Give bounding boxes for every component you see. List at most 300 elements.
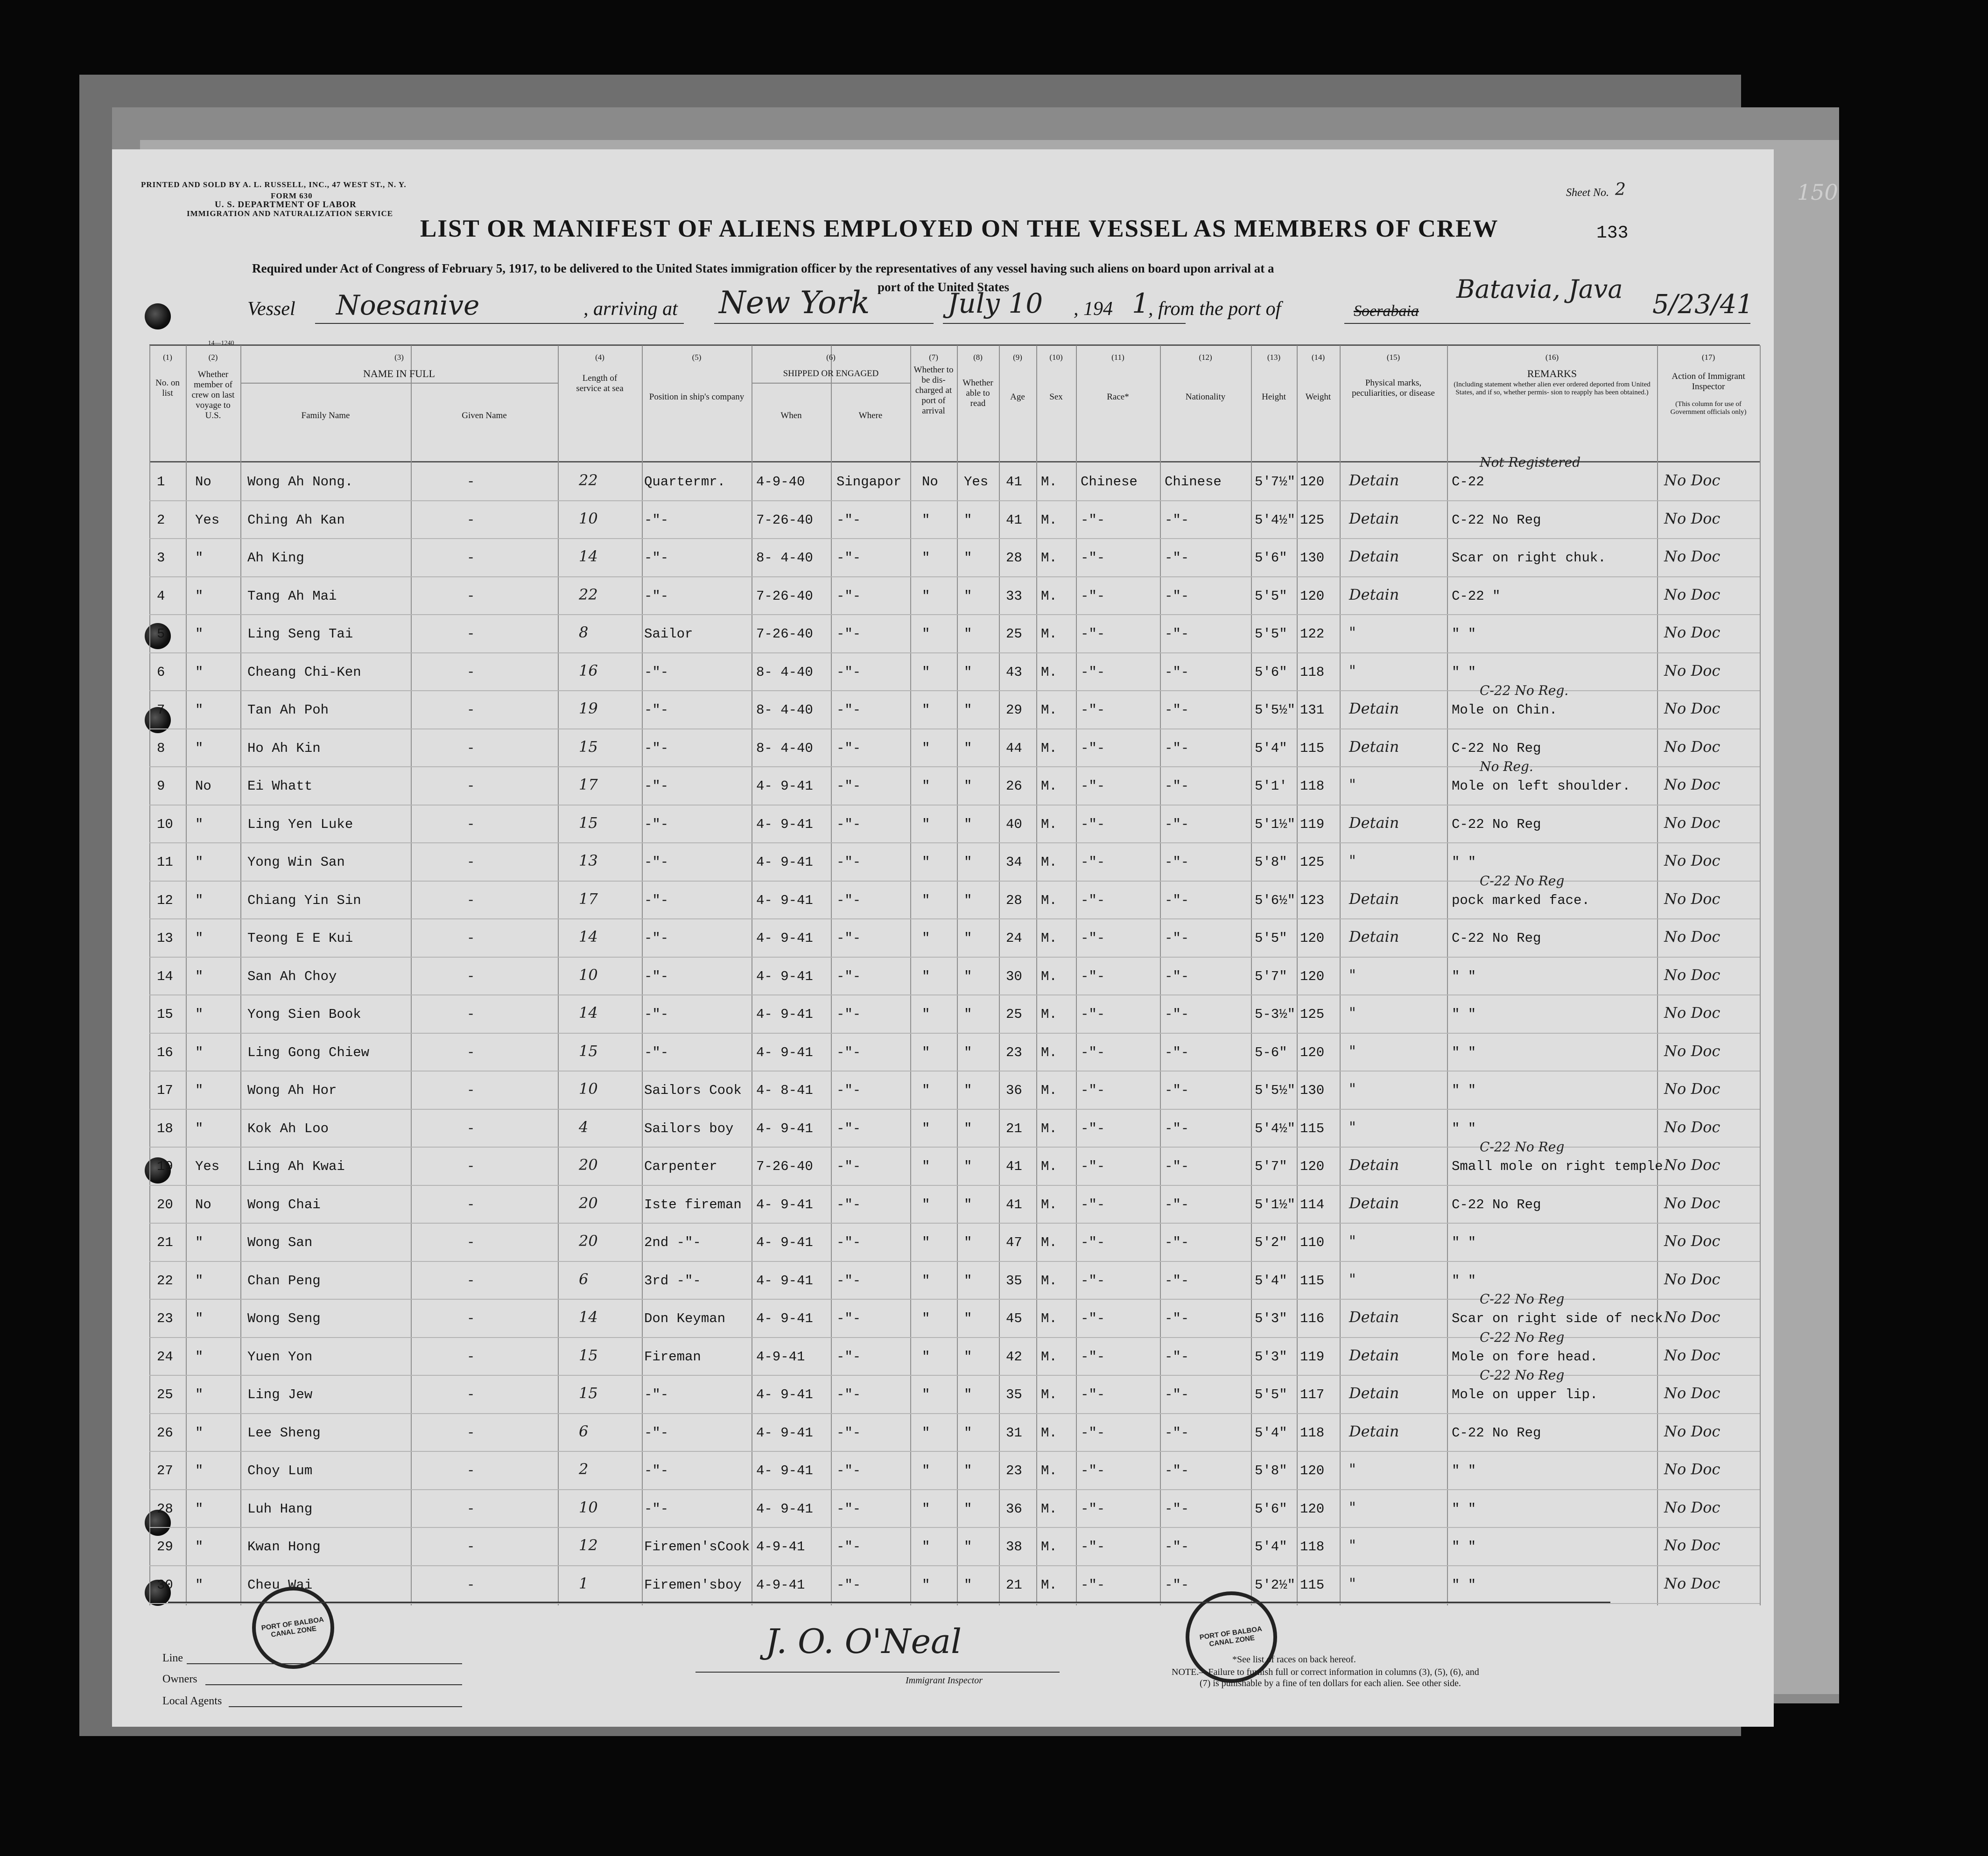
age: 45 <box>1006 1311 1022 1326</box>
nationality: -"- <box>1165 1387 1189 1402</box>
length-of-service: 10 <box>579 966 598 984</box>
table-row <box>112 873 1774 919</box>
inspector-action: No Doc <box>1664 623 1721 641</box>
position: Sailors boy <box>644 1121 734 1136</box>
nationality: -"- <box>1165 702 1189 718</box>
column-number: (7) <box>929 353 938 362</box>
shipped-when: 4- 9-41 <box>756 1044 813 1060</box>
race: -"- <box>1081 512 1105 528</box>
given-name: - <box>467 1121 475 1136</box>
sex: M. <box>1041 512 1057 528</box>
discharged: " <box>922 702 930 718</box>
able-to-read: " <box>964 702 972 718</box>
nationality: -"- <box>1165 1425 1189 1441</box>
given-name: - <box>467 1501 475 1517</box>
physical-marks: Detain <box>1349 1346 1399 1364</box>
owners-label: Owners <box>162 1673 197 1685</box>
table-row <box>112 538 1774 576</box>
race: -"- <box>1081 1044 1105 1060</box>
physical-marks: Detain <box>1349 889 1399 908</box>
race: -"- <box>1081 1349 1105 1365</box>
inspector-action: No Doc <box>1664 471 1721 489</box>
shipped-when: 7-26-40 <box>756 1159 813 1174</box>
able-to-read: " <box>964 588 972 604</box>
service: IMMIGRATION AND NATURALIZATION SERVICE <box>187 209 393 218</box>
inspector-action: No Doc <box>1664 1574 1721 1592</box>
age: 42 <box>1006 1349 1022 1365</box>
height: 5'7" <box>1255 1159 1287 1174</box>
year-suffix: 1 <box>1132 287 1149 319</box>
inspector-action: No Doc <box>1664 1156 1721 1174</box>
previous-voyage: " <box>195 854 204 870</box>
height: 5'1½" <box>1255 816 1296 832</box>
inspector-action: No Doc <box>1664 1384 1721 1402</box>
shipped-when: 4- 8-41 <box>756 1083 813 1098</box>
height: 5'5" <box>1255 1387 1287 1402</box>
table-row <box>112 1223 1774 1261</box>
page-number: 133 <box>1596 223 1629 243</box>
race: -"- <box>1081 968 1105 984</box>
weight: 118 <box>1300 1425 1325 1441</box>
table-row <box>112 455 1774 500</box>
length-of-service: 17 <box>579 889 598 908</box>
able-to-read: " <box>964 892 972 908</box>
arrival-port: New York <box>719 285 870 321</box>
shipped-when: 7-26-40 <box>756 626 813 642</box>
sex: M. <box>1041 968 1057 984</box>
shipped-where: -"- <box>836 1121 861 1136</box>
nationality: -"- <box>1165 968 1189 984</box>
stamp-text: PORT OF BALBOA CANAL ZONE <box>1199 1625 1263 1648</box>
race: -"- <box>1081 931 1105 946</box>
position: Firemen'sboy <box>644 1577 742 1593</box>
races-note: *See list of races on back hereof. <box>1232 1654 1356 1665</box>
able-to-read: " <box>964 664 972 680</box>
sex: M. <box>1041 1273 1057 1289</box>
departure-port: Batavia, Java <box>1456 274 1623 304</box>
row-number: 30 <box>157 1577 173 1593</box>
given-name: - <box>467 968 475 984</box>
previous-voyage: " <box>195 626 204 642</box>
discharged: " <box>922 816 930 832</box>
age: 41 <box>1006 512 1022 528</box>
inspector-action: No Doc <box>1664 1346 1721 1364</box>
shipped-where: -"- <box>836 854 861 870</box>
row-number: 4 <box>157 588 165 604</box>
column-header-no: No. on list <box>155 378 180 398</box>
physical-marks: " <box>1349 1080 1356 1098</box>
weight: 122 <box>1300 626 1325 642</box>
column-number: (3) <box>394 353 404 362</box>
column-number: (16) <box>1545 353 1559 362</box>
shipped-when: 4-9-41 <box>756 1349 805 1365</box>
shipped-when: 4- 9-41 <box>756 1197 813 1212</box>
column-header-discharged: Whether to be dis- charged at port of arrival <box>913 365 954 416</box>
shipped-where: -"- <box>836 1349 861 1365</box>
family-name: Ling Gong Chiew <box>247 1044 370 1060</box>
race: -"- <box>1081 626 1105 642</box>
shipped-when: 4- 9-41 <box>756 1235 813 1250</box>
length-of-service: 20 <box>579 1194 598 1212</box>
column-header-remarks: REMARKS <box>1527 368 1577 379</box>
outside-page-number: 150 <box>1797 180 1838 205</box>
inspector-action: No Doc <box>1664 852 1721 869</box>
sex: M. <box>1041 702 1057 718</box>
physical-marks: Detain <box>1349 737 1399 756</box>
length-of-service: 13 <box>579 852 598 869</box>
shipped-where: -"- <box>836 1311 861 1326</box>
table-row <box>112 500 1774 539</box>
family-name: Wong San <box>247 1235 313 1250</box>
family-name: Ching Ah Kan <box>247 512 345 528</box>
nationality: -"- <box>1165 1539 1189 1555</box>
row-number: 20 <box>157 1197 173 1212</box>
discharged: " <box>922 778 930 794</box>
sex: M. <box>1041 1349 1057 1365</box>
nationality: -"- <box>1165 1121 1189 1136</box>
given-name: - <box>467 1235 475 1250</box>
physical-marks: " <box>1349 1042 1356 1060</box>
family-name: Wong Seng <box>247 1311 321 1326</box>
column-number: (1) <box>163 353 172 362</box>
row-number: 25 <box>157 1387 173 1402</box>
race: -"- <box>1081 1235 1105 1250</box>
height: 5'6" <box>1255 664 1287 680</box>
previous-voyage: " <box>195 1463 204 1478</box>
previous-voyage: " <box>195 1007 204 1022</box>
sex: M. <box>1041 1577 1057 1593</box>
age: 31 <box>1006 1425 1022 1441</box>
remarks: " " <box>1452 854 1476 870</box>
underline <box>1344 323 1638 324</box>
family-name: Ling Seng Tai <box>247 626 353 642</box>
column-number: (15) <box>1386 353 1400 362</box>
height: 5'3" <box>1255 1349 1287 1365</box>
position: -"- <box>644 1007 669 1022</box>
given-name: - <box>467 1349 475 1365</box>
shipped-where: -"- <box>836 1425 861 1441</box>
position: Carpenter <box>644 1159 717 1174</box>
remarks: C-22 No Reg <box>1452 1197 1541 1212</box>
inspector-action: No Doc <box>1664 1118 1721 1136</box>
discharged: " <box>922 740 930 756</box>
column-header-shipped: SHIPPED OR ENGAGED <box>783 369 879 378</box>
weight: 125 <box>1300 854 1325 870</box>
table-row <box>112 683 1774 728</box>
previous-voyage: " <box>195 1083 204 1098</box>
nationality: -"- <box>1165 931 1189 946</box>
discharged: " <box>922 1273 930 1289</box>
previous-voyage: " <box>195 1121 204 1136</box>
family-name: Yong Sien Book <box>247 1007 361 1022</box>
position: -"- <box>644 931 669 946</box>
column-number: (17) <box>1701 353 1715 362</box>
position: Iste fireman <box>644 1197 742 1212</box>
race: -"- <box>1081 1273 1105 1289</box>
able-to-read: " <box>964 1539 972 1555</box>
sex: M. <box>1041 1425 1057 1441</box>
height: 5'2½" <box>1255 1577 1296 1593</box>
physical-marks: Detain <box>1349 547 1399 565</box>
nationality: -"- <box>1165 1463 1189 1478</box>
given-name: - <box>467 664 475 680</box>
given-name: - <box>467 1044 475 1060</box>
sex: M. <box>1041 892 1057 908</box>
length-of-service: 22 <box>579 471 598 489</box>
nationality: -"- <box>1165 1577 1189 1593</box>
remarks: Mole on Chin. <box>1452 702 1558 718</box>
previous-voyage: " <box>195 1501 204 1517</box>
nationality: -"- <box>1165 664 1189 680</box>
shipped-when: 4- 9-41 <box>756 1463 813 1478</box>
discharged: " <box>922 1159 930 1174</box>
row-number: 14 <box>157 968 173 984</box>
physical-marks: Detain <box>1349 1384 1399 1402</box>
previous-voyage: " <box>195 740 204 756</box>
fine-note-continued: (7) is punishable by a fine of ten dollars for each alien. See other side. <box>1200 1678 1461 1688</box>
row-number: 5 <box>157 626 165 642</box>
able-to-read: " <box>964 1311 972 1326</box>
length-of-service: 14 <box>579 547 598 565</box>
remarks-annotation: C-22 No Reg <box>1480 1329 1565 1345</box>
column-number: (9) <box>1013 353 1022 362</box>
given-name: - <box>467 816 475 832</box>
family-name: Ling Ah Kwai <box>247 1159 345 1174</box>
manifest-page <box>112 149 1774 1727</box>
length-of-service: 14 <box>579 928 598 946</box>
position: Firemen'sCook <box>644 1539 750 1555</box>
given-name: - <box>467 1273 475 1289</box>
inspector-action: No Doc <box>1664 1042 1721 1060</box>
height: 5'5" <box>1255 588 1287 604</box>
department: U. S. DEPARTMENT OF LABOR <box>215 200 357 210</box>
column-header-action-note: (This column for use of Government officials only) <box>1670 400 1747 416</box>
age: 41 <box>1006 1197 1022 1212</box>
physical-marks: " <box>1349 1536 1356 1554</box>
age: 29 <box>1006 702 1022 718</box>
inspector-action: No Doc <box>1664 585 1721 603</box>
inspector-action: No Doc <box>1664 1004 1721 1022</box>
previous-voyage: No <box>195 778 211 794</box>
previous-voyage: " <box>195 1044 204 1060</box>
sex: M. <box>1041 550 1057 566</box>
remarks: " " <box>1452 1007 1476 1022</box>
remarks-annotation: No Reg. <box>1480 759 1533 774</box>
column-header-remarks-note: (Including statement whether alien ever ordered deported from United States, and if so, whether permis- sion to reapply has been obtained.) <box>1454 381 1651 396</box>
table-row <box>112 1489 1774 1527</box>
remarks: " " <box>1452 1121 1476 1136</box>
family-name: Wong Ah Hor <box>247 1083 337 1098</box>
given-name: - <box>467 588 475 604</box>
table-row <box>112 918 1774 957</box>
shipped-where: -"- <box>836 1083 861 1098</box>
weight: 115 <box>1300 740 1325 756</box>
physical-marks: Detain <box>1349 509 1399 527</box>
length-of-service: 10 <box>579 1498 598 1516</box>
inspector-action: No Doc <box>1664 1194 1721 1212</box>
height: 5'4" <box>1255 1273 1287 1289</box>
row-number: 2 <box>157 512 165 528</box>
family-name: Kok Ah Loo <box>247 1121 329 1136</box>
position: -"- <box>644 778 669 794</box>
able-to-read: " <box>964 1273 972 1289</box>
sex: M. <box>1041 1007 1057 1022</box>
height: 5'7" <box>1255 968 1287 984</box>
row-number: 19 <box>157 1159 173 1174</box>
sub-rule <box>752 383 910 384</box>
discharged: " <box>922 1577 930 1593</box>
previous-voyage: No <box>195 474 211 490</box>
height: 5'4" <box>1255 1425 1287 1441</box>
inspector-action: No Doc <box>1664 700 1721 717</box>
given-name: - <box>467 1083 475 1098</box>
table-row <box>112 957 1774 995</box>
weight: 131 <box>1300 702 1325 718</box>
age: 23 <box>1006 1463 1022 1478</box>
column-header-position: Position in ship's company <box>649 392 745 402</box>
row-number: 28 <box>157 1501 173 1517</box>
age: 34 <box>1006 854 1022 870</box>
length-of-service: 1 <box>579 1574 589 1592</box>
inspector-label: Immigrant Inspector <box>906 1675 983 1686</box>
remarks-annotation: C-22 No Reg <box>1480 1139 1565 1155</box>
nationality: -"- <box>1165 1044 1189 1060</box>
race: -"- <box>1081 1311 1105 1326</box>
shipped-when: 8- 4-40 <box>756 664 813 680</box>
sex: M. <box>1041 854 1057 870</box>
shipped-where: -"- <box>836 931 861 946</box>
remarks: C-22 No Reg <box>1452 1425 1541 1441</box>
table-row <box>112 1413 1774 1451</box>
physical-marks: " <box>1349 623 1356 641</box>
length-of-service: 16 <box>579 661 598 679</box>
form-code: 14—1240 <box>208 340 234 347</box>
height: 5'4½" <box>1255 1121 1296 1136</box>
given-name: - <box>467 854 475 870</box>
previous-voyage: " <box>195 1425 204 1441</box>
age: 43 <box>1006 664 1022 680</box>
given-name: - <box>467 512 475 528</box>
family-name: Ling Yen Luke <box>247 816 353 832</box>
discharged: " <box>922 1387 930 1402</box>
shipped-when: 8- 4-40 <box>756 702 813 718</box>
inspector-action: No Doc <box>1664 966 1721 984</box>
nationality: -"- <box>1165 1311 1189 1326</box>
discharged: " <box>922 968 930 984</box>
table-row <box>112 1367 1774 1413</box>
table-row <box>112 759 1774 805</box>
length-of-service: 17 <box>579 776 598 793</box>
age: 21 <box>1006 1121 1022 1136</box>
sex: M. <box>1041 1235 1057 1250</box>
discharged: " <box>922 550 930 566</box>
weight: 120 <box>1300 1159 1325 1174</box>
struck-port: Soerabaia <box>1354 302 1419 320</box>
remarks-annotation: C-22 No Reg <box>1480 873 1565 889</box>
discharged: " <box>922 664 930 680</box>
underline <box>943 323 1186 324</box>
nationality: -"- <box>1165 778 1189 794</box>
able-to-read: " <box>964 1501 972 1517</box>
able-to-read: " <box>964 626 972 642</box>
nationality: -"- <box>1165 1197 1189 1212</box>
shipped-when: 7-26-40 <box>756 512 813 528</box>
shipped-when: 4- 9-41 <box>756 1311 813 1326</box>
column-header-when: When <box>780 411 802 420</box>
previous-voyage: " <box>195 702 204 718</box>
height: 5'6" <box>1255 1501 1287 1517</box>
discharged: " <box>922 1083 930 1098</box>
shipped-where: -"- <box>836 1387 861 1402</box>
remarks: " " <box>1452 1577 1476 1593</box>
shipped-where: -"- <box>836 626 861 642</box>
form-number: FORM 630 <box>271 191 313 200</box>
age: 30 <box>1006 968 1022 984</box>
remarks-annotation: C-22 No Reg <box>1480 1291 1565 1307</box>
shipped-when: 7-26-40 <box>756 588 813 604</box>
table-top-rule <box>149 344 1760 346</box>
age: 23 <box>1006 1044 1022 1060</box>
arriving-label: , arriving at <box>583 298 678 320</box>
given-name: - <box>467 1159 475 1174</box>
length-of-service: 8 <box>579 623 589 641</box>
age: 33 <box>1006 588 1022 604</box>
inspector-action: No Doc <box>1664 661 1721 679</box>
remarks: " " <box>1452 1273 1476 1289</box>
shipped-where: -"- <box>836 588 861 604</box>
length-of-service: 6 <box>579 1270 589 1288</box>
discharged: " <box>922 1425 930 1441</box>
previous-voyage: " <box>195 588 204 604</box>
sex: M. <box>1041 1387 1057 1402</box>
age: 41 <box>1006 474 1022 490</box>
physical-marks: Detain <box>1349 1422 1399 1440</box>
weight: 120 <box>1300 588 1325 604</box>
weight: 115 <box>1300 1577 1325 1593</box>
shipped-when: 4-9-41 <box>756 1539 805 1555</box>
race: -"- <box>1081 1121 1105 1136</box>
age: 28 <box>1006 892 1022 908</box>
remarks: Scar on right side of neck <box>1452 1311 1663 1326</box>
given-name: - <box>467 1387 475 1402</box>
shipped-where: -"- <box>836 968 861 984</box>
column-header-read: Whether able to read <box>962 378 993 408</box>
previous-voyage: Yes <box>195 512 220 528</box>
family-name: Chan Peng <box>247 1273 321 1289</box>
able-to-read: " <box>964 1349 972 1365</box>
column-header-height: Height <box>1262 392 1286 402</box>
printer-line: PRINTED AND SOLD BY A. L. RUSSELL, INC., 47 WEST ST., N. Y. <box>141 180 407 189</box>
sex: M. <box>1041 626 1057 642</box>
discharged: " <box>922 892 930 908</box>
inspector-action: No Doc <box>1664 1080 1721 1098</box>
length-of-service: 10 <box>579 509 598 527</box>
physical-marks: " <box>1349 1498 1356 1516</box>
able-to-read: " <box>964 816 972 832</box>
discharged: " <box>922 931 930 946</box>
previous-voyage: Yes <box>195 1159 220 1174</box>
shipped-when: 4- 9-41 <box>756 968 813 984</box>
remarks: " " <box>1452 626 1476 642</box>
discharged: No <box>922 474 938 490</box>
length-of-service: 15 <box>579 1346 598 1364</box>
discharged: " <box>922 1311 930 1326</box>
column-number: (11) <box>1111 353 1124 362</box>
family-name: Tang Ah Mai <box>247 588 337 604</box>
table-row <box>112 614 1774 652</box>
table-row <box>112 1185 1774 1223</box>
age: 25 <box>1006 626 1022 642</box>
